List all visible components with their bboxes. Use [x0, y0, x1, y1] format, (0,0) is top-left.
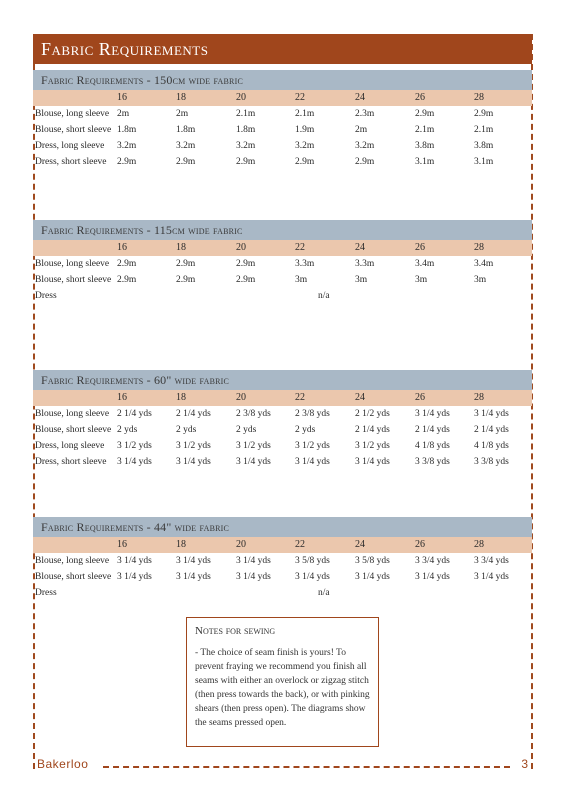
fabric-table — [33, 70, 532, 170]
table-cell: 3 1/4 yds — [474, 409, 509, 419]
size-header-cell: 26 — [415, 92, 425, 103]
fabric-table — [33, 370, 532, 470]
table-cell: 2 1/4 yds — [117, 409, 152, 419]
row-label: Dress — [35, 291, 57, 301]
table-cell: 3.4m — [474, 259, 494, 269]
table-cell: 2.1m — [236, 109, 256, 119]
table-cell: 2m — [117, 109, 130, 119]
table-cell: 1.8m — [117, 125, 137, 135]
table-cell: 3 1/4 yds — [117, 572, 152, 582]
table-cell: 3.2m — [295, 141, 315, 151]
table-cell: 2.9m — [117, 157, 137, 167]
table-cell: 2.9m — [176, 275, 196, 285]
size-header-cell: 18 — [176, 92, 186, 103]
table-cell: 2.1m — [415, 125, 435, 135]
table-cell: 3.1m — [415, 157, 435, 167]
table-cell: 3 1/4 yds — [176, 457, 211, 467]
table-cell: 3 1/4 yds — [295, 572, 330, 582]
size-header-cell: 18 — [176, 392, 186, 403]
size-header-cell: 20 — [236, 242, 246, 253]
table-cell: 3.4m — [415, 259, 435, 269]
fabric-table-title: Fabric Requirements - 44" wide fabric — [33, 517, 532, 537]
size-header-cell: 24 — [355, 539, 365, 550]
table-cell: 3.8m — [474, 141, 494, 151]
table-cell: 3 1/4 yds — [355, 457, 390, 467]
table-cell: 2 1/4 yds — [474, 425, 509, 435]
table-row — [33, 256, 532, 272]
row-label: Blouse, short sleeve — [35, 125, 112, 135]
table-cell: 2.9m — [236, 275, 256, 285]
table-cell: 2 yds — [295, 425, 316, 435]
table-cell: 3 1/2 yds — [295, 441, 330, 451]
table-cell: 3m — [474, 275, 487, 285]
size-header-cell: 16 — [117, 92, 127, 103]
size-header-cell: 16 — [117, 242, 127, 253]
size-header-cell: 18 — [176, 539, 186, 550]
table-row — [33, 288, 532, 304]
footer-brand: Bakerloo — [37, 757, 89, 771]
table-cell: 2 1/2 yds — [355, 409, 390, 419]
row-label: Blouse, long sleeve — [35, 409, 110, 419]
table-row — [33, 569, 532, 585]
size-header-cell: 26 — [415, 242, 425, 253]
row-label: Dress, long sleeve — [35, 141, 105, 151]
size-header-row — [33, 90, 532, 106]
table-cell: 1.9m — [295, 125, 315, 135]
size-header-cell: 22 — [295, 92, 305, 103]
table-row — [33, 438, 532, 454]
size-header-cell: 18 — [176, 242, 186, 253]
table-cell: 3 1/4 yds — [474, 572, 509, 582]
table-cell: 3 1/2 yds — [355, 441, 390, 451]
table-cell: 2 1/4 yds — [415, 425, 450, 435]
table-cell: 3 1/4 yds — [295, 457, 330, 467]
notes-title: Notes for sewing — [195, 625, 276, 637]
table-cell: 3.2m — [355, 141, 375, 151]
size-header-cell: 16 — [117, 539, 127, 550]
notes-box — [186, 617, 379, 747]
row-label: Blouse, long sleeve — [35, 556, 110, 566]
table-cell: 2.1m — [474, 125, 494, 135]
table-cell: 2.9m — [236, 259, 256, 269]
table-cell: 2 1/4 yds — [176, 409, 211, 419]
size-header-cell: 24 — [355, 242, 365, 253]
table-row — [33, 422, 532, 438]
size-header-cell: 22 — [295, 392, 305, 403]
table-cell: 3 1/2 yds — [236, 441, 271, 451]
size-header-cell: 26 — [415, 539, 425, 550]
table-cell: 2.9m — [295, 157, 315, 167]
size-header-cell: 20 — [236, 539, 246, 550]
table-cell: 2 yds — [117, 425, 138, 435]
table-cell: 3 1/4 yds — [176, 556, 211, 566]
table-cell: 3.1m — [474, 157, 494, 167]
table-row — [33, 154, 532, 170]
table-cell: 1.8m — [176, 125, 196, 135]
table-cell: 2 3/8 yds — [295, 409, 330, 419]
table-row — [33, 454, 532, 470]
table-cell: 2.9m — [355, 157, 375, 167]
size-header-row — [33, 537, 532, 553]
table-cell: 2 yds — [236, 425, 257, 435]
table-cell: 3 1/2 yds — [176, 441, 211, 451]
row-label: Dress — [35, 588, 57, 598]
table-cell: 3.2m — [176, 141, 196, 151]
not-applicable-cell: n/a — [318, 291, 330, 301]
table-cell: 2.9m — [176, 157, 196, 167]
table-cell: 3 1/4 yds — [117, 556, 152, 566]
table-cell: 3 3/8 yds — [415, 457, 450, 467]
table-row — [33, 106, 532, 122]
table-cell: 1.8m — [236, 125, 256, 135]
table-row — [33, 406, 532, 422]
table-cell: 2 yds — [176, 425, 197, 435]
size-header-row — [33, 390, 532, 406]
table-cell: 3.3m — [295, 259, 315, 269]
table-row — [33, 585, 532, 601]
page-number: 3 — [521, 757, 528, 771]
row-label: Dress, long sleeve — [35, 441, 105, 451]
size-header-row — [33, 240, 532, 256]
table-cell: 3 1/4 yds — [415, 409, 450, 419]
size-header-cell: 26 — [415, 392, 425, 403]
table-cell: 3 5/8 yds — [295, 556, 330, 566]
table-cell: 2.9m — [117, 275, 137, 285]
table-cell: 2.1m — [295, 109, 315, 119]
table-cell: 3 1/4 yds — [355, 572, 390, 582]
size-header-cell: 24 — [355, 92, 365, 103]
size-header-cell: 28 — [474, 92, 484, 103]
table-cell: 3 3/4 yds — [415, 556, 450, 566]
size-header-cell: 22 — [295, 539, 305, 550]
table-cell: 3 3/4 yds — [474, 556, 509, 566]
fabric-table — [33, 517, 532, 601]
table-cell: 3m — [295, 275, 308, 285]
page-title: Fabric Requirements — [33, 34, 532, 64]
table-cell: 3 1/4 yds — [117, 457, 152, 467]
row-label: Dress, short sleeve — [35, 157, 107, 167]
table-cell: 3.2m — [117, 141, 137, 151]
table-cell: 3 1/2 yds — [117, 441, 152, 451]
row-label: Blouse, short sleeve — [35, 425, 112, 435]
size-header-cell: 28 — [474, 392, 484, 403]
table-cell: 3 1/4 yds — [236, 572, 271, 582]
table-cell: 3m — [415, 275, 428, 285]
size-header-cell: 22 — [295, 242, 305, 253]
fabric-table-title: Fabric Requirements - 60" wide fabric — [33, 370, 532, 390]
row-label: Dress, short sleeve — [35, 457, 107, 467]
table-cell: 3.8m — [415, 141, 435, 151]
row-label: Blouse, short sleeve — [35, 572, 112, 582]
table-row — [33, 138, 532, 154]
row-label: Blouse, long sleeve — [35, 259, 110, 269]
table-cell: 3 1/4 yds — [236, 556, 271, 566]
table-cell: 2.9m — [176, 259, 196, 269]
table-cell: 3m — [355, 275, 368, 285]
table-cell: 3 1/4 yds — [415, 572, 450, 582]
size-header-cell: 16 — [117, 392, 127, 403]
size-header-cell: 20 — [236, 392, 246, 403]
table-cell: 3 5/8 yds — [355, 556, 390, 566]
fabric-table — [33, 220, 532, 304]
size-header-cell: 28 — [474, 242, 484, 253]
table-row — [33, 553, 532, 569]
notes-body: - The choice of seam finish is yours! To prevent fraying we recommend you finish all seams with either an overlock or zigzag stitch (then press towards the back), or with pinking shears (then press open). The diagrams show the seams pressed open. — [195, 648, 370, 728]
table-cell: 2.3m — [355, 109, 375, 119]
table-cell: 3 3/8 yds — [474, 457, 509, 467]
table-cell: 3 1/4 yds — [176, 572, 211, 582]
table-cell: 2.9m — [117, 259, 137, 269]
table-cell: 2.9m — [474, 109, 494, 119]
table-row — [33, 122, 532, 138]
row-label: Blouse, long sleeve — [35, 109, 110, 119]
table-cell: 3.2m — [236, 141, 256, 151]
table-cell: 2 1/4 yds — [355, 425, 390, 435]
table-cell: 4 1/8 yds — [415, 441, 450, 451]
size-header-cell: 24 — [355, 392, 365, 403]
table-row — [33, 272, 532, 288]
row-label: Blouse, short sleeve — [35, 275, 112, 285]
fabric-table-title: Fabric Requirements - 115cm wide fabric — [33, 220, 532, 240]
size-header-cell: 28 — [474, 539, 484, 550]
fabric-table-title: Fabric Requirements - 150cm wide fabric — [33, 70, 532, 90]
table-cell: 3 1/4 yds — [236, 457, 271, 467]
table-cell: 2.9m — [236, 157, 256, 167]
footer-divider — [103, 766, 510, 768]
table-cell: 2 3/8 yds — [236, 409, 271, 419]
table-cell: 2m — [355, 125, 368, 135]
table-cell: 4 1/8 yds — [474, 441, 509, 451]
not-applicable-cell: n/a — [318, 588, 330, 598]
footer — [33, 757, 532, 773]
table-cell: 2.9m — [415, 109, 435, 119]
size-header-cell: 20 — [236, 92, 246, 103]
table-cell: 3.3m — [355, 259, 375, 269]
table-cell: 2m — [176, 109, 189, 119]
